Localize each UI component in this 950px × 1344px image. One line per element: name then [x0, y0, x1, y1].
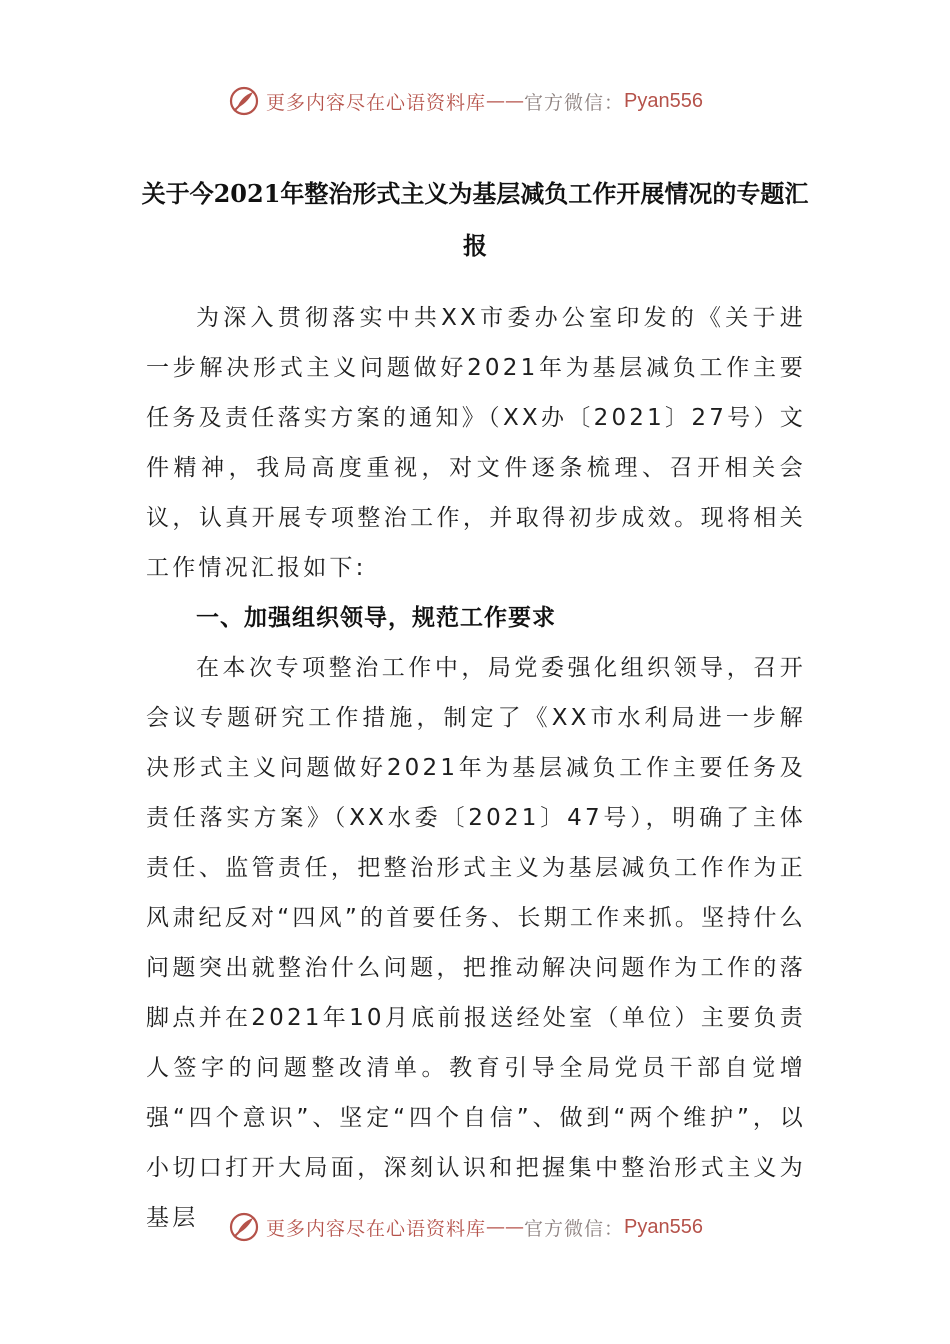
watermark-dash: ——	[486, 1216, 525, 1238]
quill-logo-icon	[228, 85, 260, 117]
watermark-wechat-id: Pyan556	[624, 1215, 703, 1238]
document-body	[146, 293, 806, 1243]
watermark-wechat-label: 官方微信：	[524, 1217, 625, 1240]
intro-paragraph: 为深入贯彻落实中共XX市委办公室印发的《关于进一步解决形式主义问题做好2021年为基层减负工作主要任务及责任落实方案的通知》（XX办〔2021〕27号）文件精神，我局高度重视，对文件逐条梳理、召开相关会议，认真开展专项整治工作，并取得初步成效。现将相关工作情况汇报如下:	[146, 305, 806, 581]
quill-logo-icon	[228, 1211, 260, 1243]
watermark-dash: ——	[486, 90, 525, 112]
watermark-text: 更多内容尽在心语资料库	[266, 1217, 487, 1240]
watermark-wechat-id: Pyan556	[624, 89, 703, 112]
watermark-wechat-label: 官方微信：	[524, 91, 625, 114]
watermark-text: 更多内容尽在心语资料库	[266, 91, 487, 114]
section-heading-1: 一、加强组织领导，规范工作要求	[196, 605, 556, 631]
section-paragraph-1: 在本次专项整治工作中，局党委强化组织领导，召开会议专题研究工作措施，制定了《XX市水利局进一步解决形式主义问题做好2021年为基层减负工作主要任务及责任落实方案》（XX水委〔2021〕47号），明确了主体责任、监管责任，把整治形式主义为基层减负工作作为正风肃纪反对“四风”的首要任务、长期工作来抓。坚持什么问题突出就整治什么问题，把推动解决问题作为工作的落脚点并在2021年10月底前报送经处室（单位）主要负责人签字的问题整改清单。教育引导全局党员干部自觉增强“四个意识”、坚定“四个自信”、做到“两个维护”，以小切口打开大局面，深刻认识和把握集中整治形式主义为基层	[146, 655, 806, 1231]
watermark-banner-bottom	[228, 1210, 728, 1244]
watermark-banner-top	[228, 84, 728, 118]
document-title: 关于今2021年整治形式主义为基层减负工作开展情况的专题汇报	[141, 179, 809, 260]
